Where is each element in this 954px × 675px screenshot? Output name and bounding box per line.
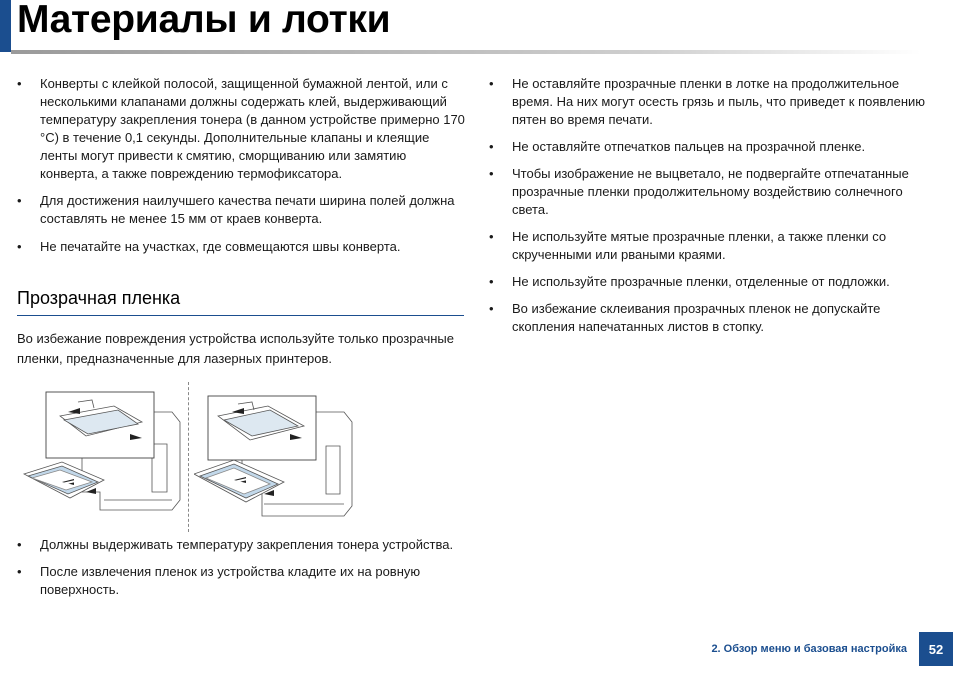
left-column (17, 75, 467, 265)
right-column (489, 75, 939, 345)
envelope-guidelines-list (17, 75, 467, 256)
page-number: 52 (919, 632, 953, 666)
printer-illustration-right (194, 382, 354, 532)
list-item: • Должны выдерживать температуру закрепления тонера устройства. (17, 537, 454, 552)
transparency-guidelines-list (489, 75, 939, 336)
list-item: • После извлечения пленок из устройства кладите их на ровную поверхность. (17, 564, 421, 597)
list-item: • Не печатайте на участках, где совмещаются швы конверта. (17, 239, 401, 254)
list-item: • Чтобы изображение не выцветало, не подвергайте отпечатанные прозрачные пленки продолжительному воздействию солнечного света. (489, 166, 909, 217)
list-item: • Для достижения наилучшего качества печати ширина полей должна составлять не менее 15 мм от краев конверта. (17, 193, 455, 226)
list-item: • Не оставляйте отпечатков пальцев на прозрачной пленке. (489, 139, 866, 154)
section-intro: Во избежание повреждения устройства используйте только прозрачные пленки, предназначенные для лазерных принтеров. (17, 331, 454, 366)
page-title: Материалы и лотки (17, 0, 391, 41)
section-title: Прозрачная пленка (17, 288, 464, 316)
title-accent-bar (0, 0, 11, 52)
title-underline (11, 50, 921, 54)
list-item: • Не оставляйте прозрачные пленки в лотке на продолжительное время. На них могут осесть грязь и пыль, что приведет к появлению пятен во время печати. (489, 76, 926, 127)
list-item: • Во избежание склеивания прозрачных пленок не допускайте скопления напечатанных листов в стопку. (489, 301, 881, 334)
printer-illustration-left (22, 382, 182, 532)
chapter-link[interactable]: 2. Обзор меню и базовая настройка (711, 643, 907, 655)
figure-divider (188, 382, 189, 532)
list-item: • Не используйте мятые прозрачные пленки, а также пленки со скрученными или рваными краями. (489, 229, 887, 262)
transparency-requirements-list (17, 536, 467, 599)
transparency-requirements (17, 536, 467, 608)
list-item: • Не используйте прозрачные пленки, отделенные от подложки. (489, 274, 890, 289)
list-item: • Конверты с клейкой полосой, защищенной бумажной лентой, или с несколькими клапанами должны содержать клей, выдерживающий температуру закрепления тонера (в данном устройстве примерно 170 °C) в течение 0,1 секунды. Дополнительные клапаны и клеящие ленты могут привести к смятию, сморщиванию или замятию конверта, а также повреждению термофиксатора. (17, 76, 465, 181)
transparency-loading-figures (22, 382, 362, 532)
